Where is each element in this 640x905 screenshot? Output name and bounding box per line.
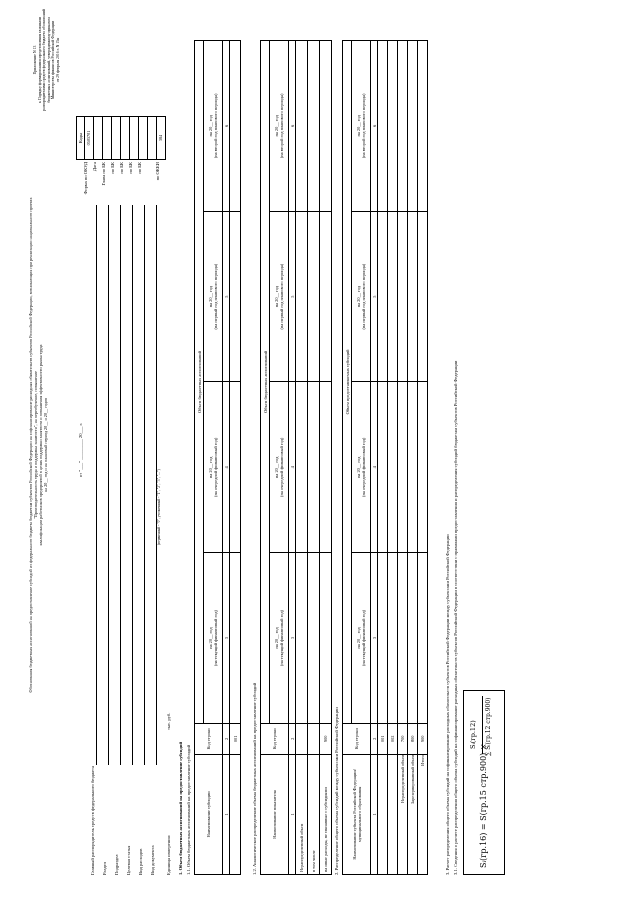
value-cell[interactable]	[408, 553, 418, 724]
meta-underline	[120, 205, 121, 765]
codes-box	[76, 116, 166, 160]
meta-label: Подраздел	[114, 854, 119, 875]
column-number: 2	[289, 723, 296, 754]
col-code-header: Код строки	[343, 723, 371, 754]
units-label: Единица измерения:	[166, 835, 171, 875]
value-cell[interactable]	[320, 553, 332, 724]
code-label: по БК	[119, 162, 124, 174]
code-label: по БК	[110, 162, 115, 174]
header-row	[195, 41, 204, 875]
column-number: 3	[371, 553, 378, 724]
period-header	[270, 41, 289, 212]
approval-line: распорядителями средств федерального бюджета обоснований	[42, 9, 47, 111]
value-cell[interactable]	[418, 553, 428, 724]
column-number: 6	[223, 41, 230, 212]
value-cell[interactable]	[320, 211, 332, 382]
row-code: 002	[388, 723, 398, 754]
value-cell[interactable]	[388, 41, 398, 212]
period-year: на 20__ год	[356, 627, 361, 649]
period-desc: (на первый год планового периода)	[213, 263, 218, 330]
column-number: 1	[371, 754, 378, 874]
meta-underline	[108, 205, 109, 765]
code-label: по ОКЕИ	[155, 162, 160, 181]
value-cell[interactable]	[320, 382, 332, 553]
code-value-cell	[138, 117, 147, 159]
period-header	[204, 211, 223, 382]
table-row	[408, 41, 418, 875]
code-value-cell	[129, 117, 138, 159]
column-number: 4	[223, 382, 230, 553]
column-number: 4	[371, 382, 378, 553]
approval-line: от 29 февраля 2016 г. N 15н	[55, 37, 60, 83]
column-number: 4	[289, 382, 296, 553]
value-cell[interactable]	[378, 211, 388, 382]
meta-label: Вид расходов	[138, 848, 143, 875]
approval-line: Приложение N 13	[33, 45, 37, 75]
period-year: на 20__ год	[208, 285, 213, 308]
section1-subheading: 1.1. Объем бюджетных ассигнований на предоставление субсидий	[186, 744, 191, 875]
column-number: 5	[223, 211, 230, 382]
column-number-row	[371, 41, 378, 875]
value-cell[interactable]	[388, 553, 398, 724]
row-label: Нераспределенный объем	[398, 754, 408, 874]
code-value-cell: 384	[156, 117, 165, 159]
row-code	[308, 723, 320, 754]
row-code: 900	[320, 723, 332, 754]
value-cell[interactable]	[308, 553, 320, 724]
period-year: на 20__ год	[208, 456, 213, 478]
note-3: 3. Расчет распределения общего объема субсидий на софинансирование расходных обязательств субъектов Российской Федерации между субъектами Российской Федерации	[445, 534, 450, 875]
value-cell[interactable]	[388, 382, 398, 553]
value-cell[interactable]	[398, 211, 408, 382]
value-cell[interactable]	[418, 211, 428, 382]
period-header	[270, 211, 289, 382]
row-label: Нераспределенный объем	[296, 754, 308, 874]
value-cell[interactable]	[308, 211, 320, 382]
title-line-2: квалификации работников предприятий в целях поддержки занятости и повышения эффективности рынка труда	[38, 344, 43, 546]
value-cell[interactable]	[378, 41, 388, 212]
value-cell[interactable]	[230, 211, 241, 382]
distribution-table	[342, 40, 428, 875]
period-header	[352, 553, 371, 724]
period-header	[204, 553, 223, 724]
col-name-header: Наименование субъекта Российской Федерации/муниципального образования	[343, 754, 371, 874]
code-label: по БК	[137, 162, 142, 174]
value-cell[interactable]	[398, 41, 408, 212]
subsidy-table	[194, 40, 241, 875]
section1-heading: 1. Объем бюджетных ассигнований на предоставление субсидий	[178, 741, 183, 875]
value-cell[interactable]	[378, 553, 388, 724]
row-code: 001	[378, 723, 388, 754]
formula-lhs: Sᵢ(гр.16) = S(гр.15 стр.900) ×	[479, 743, 488, 868]
analytic-table	[260, 40, 332, 875]
table-row	[308, 41, 320, 875]
row-code	[296, 723, 308, 754]
column-number: 6	[289, 41, 296, 212]
period-header	[352, 382, 371, 553]
period-desc: (на текущий финансовый год)	[213, 610, 218, 667]
period-header	[352, 41, 371, 212]
code-label: по БК	[128, 162, 133, 174]
period-year: на 20__ год	[274, 627, 279, 649]
value-cell[interactable]	[408, 41, 418, 212]
col-code-header: Код строки	[195, 723, 223, 754]
value-cell[interactable]	[296, 553, 308, 724]
section3-heading: 2. Распределение общего объема субсидий между субъектами Российской Федерации	[334, 707, 339, 875]
meta-underline	[96, 205, 97, 765]
period-header	[204, 41, 223, 212]
period-year: на 20__ год	[208, 627, 213, 649]
value-cell[interactable]	[408, 211, 418, 382]
row-label	[378, 754, 388, 874]
period-year: на 20__ год	[356, 456, 361, 478]
period-desc: (на очередной финансовый год)	[361, 437, 366, 497]
code-label: Форма по ОКУД	[83, 162, 88, 195]
code-label: Глава по БК	[101, 162, 106, 186]
meta-label: Целевая статья	[126, 845, 131, 875]
code-value-cell	[120, 117, 129, 159]
code-label: Дата	[92, 162, 97, 172]
value-cell[interactable]	[418, 41, 428, 212]
header-row	[343, 41, 352, 875]
value-cell[interactable]	[296, 41, 308, 212]
code-value-cell	[147, 117, 156, 159]
period-desc: (на второй год планового периода)	[213, 93, 218, 159]
meta-label: Главный распорядитель средств федерального бюджета	[90, 765, 95, 875]
value-cell[interactable]	[230, 553, 241, 724]
group-header: Объем предоставляемых субсидий	[343, 41, 352, 724]
column-number-row	[223, 41, 230, 875]
value-cell[interactable]	[230, 382, 241, 553]
row-label: Зарезервированный объем	[408, 754, 418, 874]
row-label: Итого	[418, 754, 428, 874]
title-line-3: на 20__ год и на плановый период 20__ и 20__ годов	[43, 398, 49, 492]
period-year: на 20__ год	[356, 285, 361, 308]
table-row	[388, 41, 398, 875]
code-value-cell	[93, 117, 102, 159]
col-name-header: Наименование показателя	[261, 754, 289, 874]
formula-numerator: Sᵢ(гр.12)	[469, 720, 477, 749]
codes-header: Коды	[78, 132, 83, 144]
table-row	[296, 41, 308, 875]
value-cell[interactable]	[408, 382, 418, 553]
column-number: 2	[371, 723, 378, 754]
row-label	[388, 754, 398, 874]
value-cell[interactable]	[418, 382, 428, 553]
column-number: 1	[289, 754, 296, 874]
code-value-cell: 0505701	[84, 117, 93, 159]
period-desc: (на текущий финансовый год)	[361, 609, 366, 667]
column-number: 2	[223, 723, 230, 754]
document-title	[28, 185, 49, 705]
column-number: 5	[371, 211, 378, 382]
approval-line: Министерства финансов Российской Федерации	[51, 20, 56, 100]
section2-heading: 1.2. Аналитическое распределение объема бюджетных ассигнований на предоставление субсидий	[252, 682, 257, 875]
row-label: в том числе	[308, 754, 320, 874]
table-row	[378, 41, 388, 875]
period-header	[270, 553, 289, 724]
period-desc: (на очередной финансовый год)	[213, 437, 218, 497]
table-row	[398, 41, 408, 875]
column-number-row	[289, 41, 296, 875]
column-number: 3	[223, 553, 230, 724]
code-value-cell	[111, 117, 120, 159]
units-value: тыс. руб.	[166, 712, 171, 730]
approval-line: бюджетных ассигнований, утвержденному приказом	[46, 17, 51, 103]
col-code-header: Код строки	[261, 723, 289, 754]
table-row	[418, 41, 428, 875]
period-year: на 20__ год	[274, 285, 279, 308]
period-desc: (на очередной финансовый год)	[279, 437, 284, 497]
period-desc: (на второй год планового периода)	[361, 93, 366, 159]
period-header	[352, 211, 371, 382]
value-cell[interactable]	[296, 211, 308, 382]
meta-doc-hint: (первичный - "0", уточненный - "1", "2", "3", "...")	[157, 469, 161, 545]
approval-line: к Порядку формирования и представления главными	[37, 17, 42, 103]
note-3-1: 3.1. Сведения о расчете распределения общего объема субсидий на софинансирование расходных обязательств субъектов Российской Федерации в соответствии с правилами предоставления и распределения субсидий бюджетам субъектов Российской Федерации	[453, 360, 458, 875]
table-row	[320, 41, 332, 875]
value-cell[interactable]	[320, 41, 332, 212]
period-desc: (на первый год планового периода)	[361, 263, 366, 330]
meta-underline	[132, 205, 133, 765]
row-code: 700	[398, 723, 408, 754]
header-row	[261, 41, 270, 875]
period-year: на 20__ год	[208, 115, 213, 137]
value-cell[interactable]	[378, 382, 388, 553]
fraction-bar	[482, 696, 483, 754]
code-value-cell	[102, 117, 111, 159]
value-cell[interactable]	[296, 382, 308, 553]
table-row	[230, 41, 241, 875]
meta-label: Раздел	[102, 862, 107, 875]
row-code: 001	[230, 723, 241, 754]
column-number: 6	[371, 41, 378, 212]
period-year: на 20__ год	[274, 456, 279, 478]
period-header	[204, 382, 223, 553]
row-code: 800	[408, 723, 418, 754]
period-year: на 20__ год	[356, 115, 361, 137]
period-desc: (на текущий финансовый год)	[279, 609, 284, 667]
date-line: от "___" _________ 20___ г.	[78, 422, 83, 478]
meta-label: Вид документа	[150, 845, 155, 875]
group-header: Объем бюджетных ассигнований	[261, 41, 270, 724]
row-label	[230, 754, 241, 874]
period-desc: (на первый год планового периода)	[279, 263, 284, 330]
formula-denominator: ∑ Sᵢ(гр.12 стр.900)	[485, 697, 492, 756]
col-name-header: Наименование субсидии	[195, 754, 223, 874]
value-cell[interactable]	[398, 382, 408, 553]
formula-box	[463, 690, 505, 875]
approval-stamp	[33, 5, 61, 115]
value-cell[interactable]	[388, 211, 398, 382]
group-header: Объем бюджетных ассигнований	[195, 41, 204, 724]
value-cell[interactable]	[230, 41, 241, 212]
value-cell[interactable]	[308, 41, 320, 212]
column-number: 5	[289, 211, 296, 382]
row-code: 900	[418, 723, 428, 754]
row-label: на иные расходы, не связанные с субсидиями	[320, 754, 332, 874]
title-line-1: Обоснования бюджетных ассигнований на предоставление субсидий из федерального бюджета бюджетам субъектов Российской Федерации на софинансирование расходных обязательств субъектов Российской Федерации, возникающих при реализации национального проекта "Производительность труда и поддержка занятости", на переобучение, повышение	[28, 197, 38, 693]
period-desc: (на второй год планового периода)	[279, 93, 284, 159]
value-cell[interactable]	[398, 553, 408, 724]
value-cell[interactable]	[308, 382, 320, 553]
column-number: 3	[289, 553, 296, 724]
meta-underline	[144, 205, 145, 765]
period-header	[270, 382, 289, 553]
column-number: 1	[223, 754, 230, 874]
period-year: на 20__ год	[274, 115, 279, 137]
